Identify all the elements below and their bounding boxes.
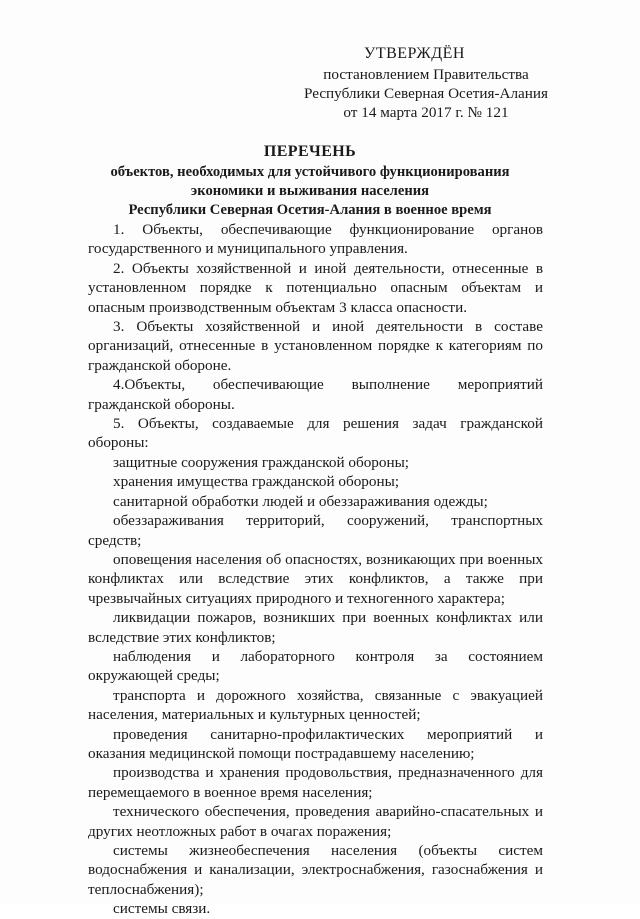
list-item: 5. Объекты, создаваемые для решения задач гражданской обороны: bbox=[88, 415, 543, 452]
list-item: 2. Объекты хозяйственной и иной деятельности, отнесенные в установленном порядке к потенциально опасным объектам и опасным производственным объектам 3 класса опасности. bbox=[88, 259, 543, 316]
title-line-2: экономики и выживания населения bbox=[190, 183, 430, 199]
list-item: наблюдения и лабораторного контроля за состоянием окружающей среды; bbox=[88, 647, 543, 685]
approval-stamp: УТВЕРЖДЁН bbox=[364, 45, 465, 62]
list-item: ликвидации пожаров, возникших при военных конфликтах или вследствие этих конфликтов; bbox=[88, 609, 543, 646]
approval-line-3: от 14 марта 2017 г. № 121 bbox=[343, 104, 509, 121]
list-item: санитарной обработки людей и обеззараживания одежды; bbox=[113, 492, 488, 510]
title-line-3: Республики Северная Осетия-Алания в военное время bbox=[128, 202, 492, 218]
title-main: ПЕРЕЧЕНЬ bbox=[263, 143, 357, 160]
list-item: проведения санитарно-профилактических мероприятий и оказания медицинской помощи пострадавшему населению; bbox=[88, 725, 543, 762]
approval-line-2: Республики Северная Осетия-Алания bbox=[303, 85, 549, 102]
document-title bbox=[88, 142, 532, 220]
list-item: обеззараживания территорий, сооружений, транспортных средств; bbox=[88, 512, 543, 549]
list-item: защитные сооружения гражданской обороны; bbox=[113, 453, 410, 471]
list-item: системы связи. bbox=[113, 900, 211, 918]
document-body bbox=[88, 220, 543, 919]
title-line-1: объектов, необходимых для устойчивого функционирования bbox=[110, 164, 510, 180]
list-item: оповещения населения об опасностях, возникающих при военных конфликтах или вследствие этих конфликтов, а также при чрезвычайных ситуациях природного и техногенного характера; bbox=[88, 550, 543, 607]
list-item: хранения имущества гражданской обороны; bbox=[113, 473, 400, 491]
approval-line-1: постановлением Правительства bbox=[323, 66, 529, 83]
list-item: 1. Объекты, обеспечивающие функционирование органов государственного и муниципального управления. bbox=[88, 221, 543, 258]
list-item: 4.Объекты, обеспечивающие выполнение мероприятий гражданской обороны. bbox=[88, 376, 543, 413]
list-item: технического обеспечения, проведения аварийно-спасательных и других неотложных работ в очагах поражения; bbox=[88, 803, 543, 840]
approval-block bbox=[296, 44, 556, 122]
list-item: 3. Объекты хозяйственной и иной деятельности в составе организаций, отнесенные в установленном порядке к категориям по гражданской обороне. bbox=[88, 318, 543, 374]
list-item: системы жизнеобеспечения населения (объекты систем водоснабжения и канализации, электроснабжения, газоснабжения и теплоснабжения); bbox=[88, 842, 543, 898]
list-item: производства и хранения продовольствия, предназначенного для перемещаемого в военное время населения; bbox=[88, 764, 543, 801]
list-item: транспорта и дорожного хозяйства, связанные с эвакуацией населения, материальных и культурных ценностей; bbox=[88, 686, 543, 724]
